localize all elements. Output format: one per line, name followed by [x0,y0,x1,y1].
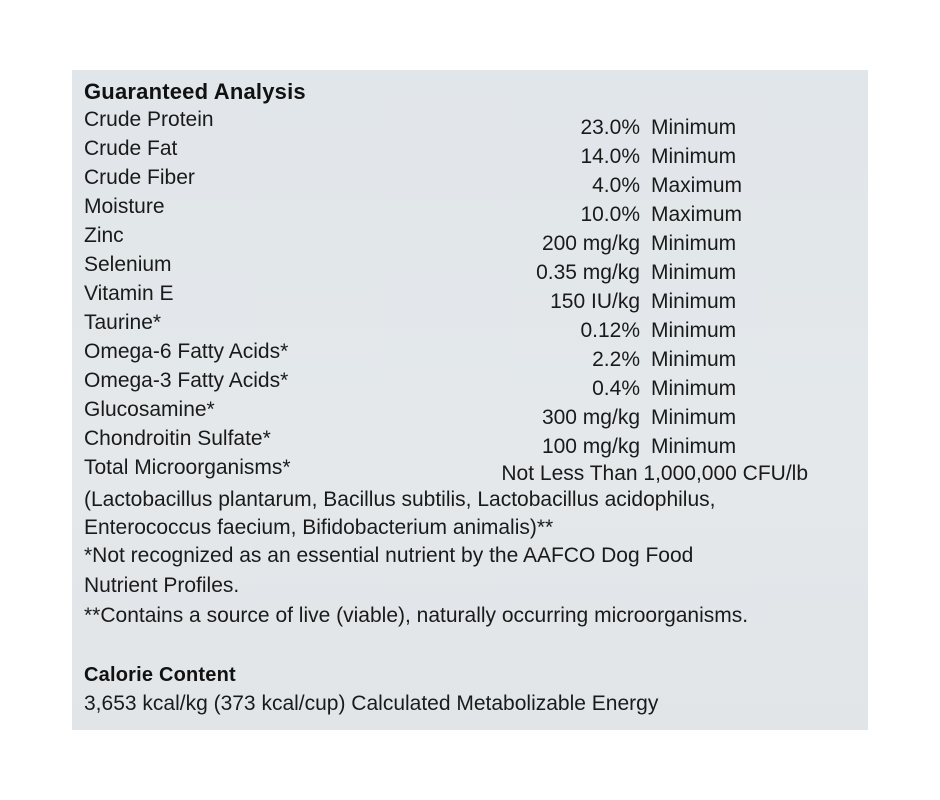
nutrient-label: Moisture [84,195,165,218]
nutrient-label: Selenium [84,253,172,276]
nutrient-amount: 100 mg/kg [541,435,640,458]
analysis-row [0,282,940,311]
nutrient-qualifier: Minimum [651,319,737,342]
nutrient-amount: 0.12% [580,319,640,342]
nutrient-qualifier: Minimum [651,348,737,371]
analysis-row [0,311,940,340]
analysis-row [0,224,940,253]
nutrient-qualifier: Minimum [651,377,737,400]
microorganisms-species-line2: Enterococcus faecium, Bifidobacterium animalis)** [84,516,554,539]
nutrient-amount: 0.4% [592,377,640,400]
nutrient-label: Glucosamine* [84,398,215,421]
nutrient-amount: 150 IU/kg [550,290,640,313]
nutrient-qualifier: Maximum [651,174,743,197]
nutrient-qualifier: Minimum [651,406,737,429]
nutrient-label: Taurine* [84,311,162,334]
nutrient-qualifier: Minimum [651,435,737,458]
footnote-single-asterisk-line1: *Not recognized as an essential nutrient by the AAFCO Dog Food [84,544,694,567]
nutrient-amount: 10.0% [580,203,640,226]
calorie-content-value: 3,653 kcal/kg (373 kcal/cup) Calculated Metabolizable Energy [84,692,659,715]
calorie-content-heading: Calorie Content [84,664,236,686]
nutrient-qualifier: Minimum [651,116,737,139]
nutrient-qualifier: Maximum [651,203,743,226]
nutrient-label: Omega-6 Fatty Acids* [84,340,289,363]
nutrient-amount: 23.0% [580,116,640,139]
analysis-row [0,166,940,195]
microorganisms-label: Total Microorganisms* [84,456,291,479]
nutrient-label: Vitamin E [84,282,174,305]
guaranteed-analysis-heading: Guaranteed Analysis [84,79,306,104]
nutrient-qualifier: Minimum [651,290,737,313]
nutrient-label: Crude Fat [84,137,178,160]
nutrient-amount: 4.0% [592,174,640,197]
nutrient-qualifier: Minimum [651,232,737,255]
nutrient-amount: 300 mg/kg [541,406,640,429]
analysis-row [0,108,940,137]
nutrient-amount: 200 mg/kg [541,232,640,255]
nutrient-qualifier: Minimum [651,261,737,284]
analysis-row [0,398,940,427]
footnote-double-asterisk: **Contains a source of live (viable), naturally occurring microorganisms. [84,604,749,627]
analysis-row [0,253,940,282]
nutrient-label: Omega-3 Fatty Acids* [84,369,289,392]
nutrient-label: Crude Fiber [84,166,195,189]
nutrient-label: Crude Protein [84,108,214,131]
microorganisms-row [0,456,940,485]
footnote-single-asterisk-line2: Nutrient Profiles. [84,574,240,597]
analysis-row [0,137,940,166]
analysis-row [0,427,940,456]
nutrient-qualifier: Minimum [651,145,737,168]
analysis-row [0,195,940,224]
nutrient-label: Chondroitin Sulfate* [84,427,271,450]
analysis-row [0,340,940,369]
microorganisms-species-line1: (Lactobacillus plantarum, Bacillus subtilis, Lactobacillus acidophilus, [84,488,716,511]
microorganisms-amount: Not Less Than 1,000,000 CFU/lb [501,462,808,485]
nutrient-amount: 0.35 mg/kg [536,261,640,284]
analysis-row [0,369,940,398]
nutrient-label: Zinc [84,224,124,247]
nutrient-amount: 2.2% [592,348,640,371]
nutrient-amount: 14.0% [580,145,640,168]
